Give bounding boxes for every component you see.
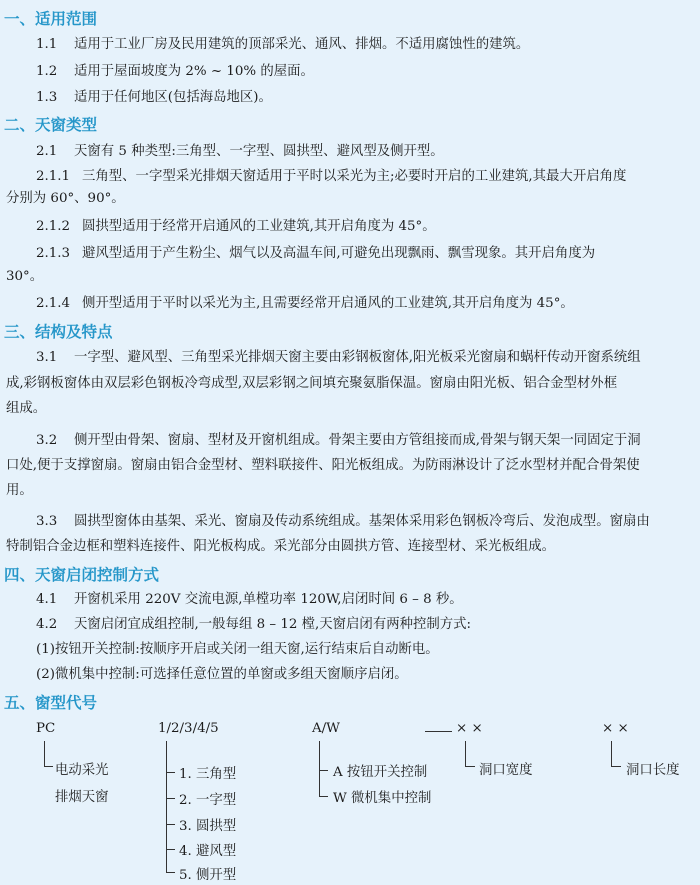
clause-number: 2.1.4 — [36, 296, 71, 311]
clause-text: 侧开型适用于平时以采光为主,且需要经常开启通风的工业建筑,其开启角度为 45°。 — [82, 296, 574, 311]
clause-text: 天窗有 5 种类型:三角型、一字型、圆拱型、避风型及侧开型。 — [74, 144, 444, 159]
types-tick — [166, 798, 175, 799]
control-mode-button: (1)按钮开关控制:按顺序开启或关闭一组天窗,运行结束后自动断电。 — [36, 642, 439, 657]
control-option-w: W 微机集中控制 — [333, 791, 432, 806]
type-item: 1. 三角型 — [179, 767, 237, 782]
control-bracket — [319, 741, 321, 796]
code-width: × × — [456, 721, 483, 736]
clause-3-1-line2: 成,彩钢板窗体由双层彩色钢板冷弯成型,双层彩钢之间填充聚氨脂保温。窗扇由阳光板、铝合金型材外框 — [6, 376, 618, 391]
control-tick — [319, 770, 328, 771]
code-length: × × — [602, 721, 629, 736]
control-mode-computer: (2)微机集中控制:可选择任意位置的单窗或多组天窗顺序启闭。 — [36, 667, 408, 682]
clause-number: 1.3 — [36, 90, 58, 105]
control-option-a: A 按钮开关控制 — [333, 765, 428, 780]
types-tick — [166, 824, 175, 825]
section-heading-model-code: 五、窗型代号 — [4, 694, 98, 712]
code-control: A/W — [312, 721, 340, 736]
length-bracket — [611, 741, 621, 767]
clause-2-1-1 — [36, 166, 626, 188]
code-types: 1/2/3/4/5 — [158, 721, 219, 736]
clause-number: 2.1.3 — [36, 246, 71, 261]
clause-text: 适用于工业厂房及民用建筑的顶部采光、通风、排烟。不适用腐蚀性的建筑。 — [74, 37, 530, 52]
section-heading-scope: 一、适用范围 — [4, 10, 98, 28]
width-bracket — [465, 741, 475, 767]
clause-number: 2.1.2 — [36, 219, 71, 234]
clause-number: 3.3 — [36, 514, 58, 529]
clause-3-2 — [36, 430, 641, 452]
type-item: 3. 圆拱型 — [179, 819, 237, 834]
type-item: 2. 一字型 — [179, 793, 237, 808]
clause-number: 4.2 — [36, 617, 58, 632]
types-bracket — [166, 741, 168, 872]
pc-bracket — [44, 741, 53, 767]
clause-2-1-4 — [36, 293, 574, 315]
clause-1-2 — [36, 61, 314, 83]
clause-number: 3.2 — [36, 433, 58, 448]
clause-3-3-line2: 特制铝合金边框和塑料连接件、阳光板构成。采光部分由圆拱方管、连接型材、采光板组成。 — [6, 539, 556, 554]
clause-3-1 — [36, 347, 641, 369]
types-tick — [166, 772, 175, 773]
clause-text: 圆拱型适用于经常开启通风的工业建筑,其开启角度为 45°。 — [82, 219, 436, 234]
clause-text: 天窗启闭宜成组控制,一般每组 8 – 12 樘,天窗启闭有两种控制方式: — [74, 617, 472, 632]
type-item: 4. 避风型 — [179, 844, 237, 859]
clause-number: 3.1 — [36, 350, 58, 365]
clause-number: 4.1 — [36, 592, 58, 607]
clause-2-1-2 — [36, 216, 436, 238]
clause-3-3 — [36, 511, 650, 533]
clause-3-2-line3: 用。 — [6, 483, 33, 498]
length-desc: 洞口长度 — [626, 763, 680, 778]
clause-1-1 — [36, 34, 529, 56]
clause-3-2-line2: 口处,便于支撑窗扇。窗扇由铝合金型材、塑料联接件、阳光板组成。为防雨淋设计了泛水型材并配合骨架使 — [6, 458, 640, 473]
section-heading-structure: 三、结构及特点 — [4, 323, 113, 341]
clause-text: 侧开型由骨架、窗扇、型材及开窗机组成。骨架主要由方管组接而成,骨架与钢天架一同固定于洞 — [74, 433, 641, 448]
clause-number: 1.1 — [36, 37, 58, 52]
clause-4-2 — [36, 614, 471, 636]
clause-text: 一字型、避风型、三角型采光排烟天窗主要由彩钢板窗体,阳光板采光窗扇和蜗杆传动开窗系统组 — [74, 350, 641, 365]
pc-desc-line2: 排烟天窗 — [55, 790, 109, 805]
section-heading-control: 四、天窗启闭控制方式 — [4, 566, 160, 584]
clause-number: 1.2 — [36, 64, 58, 79]
clause-text: 开窗机采用 220V 交流电源,单樘功率 120W,启闭时间 6 – 8 秒。 — [74, 592, 463, 607]
width-desc: 洞口宽度 — [479, 763, 533, 778]
clause-number: 2.1 — [36, 144, 58, 159]
control-tick — [319, 796, 328, 797]
clause-text: 避风型适用于产生粉尘、烟气以及高温车间,可避免出现飘雨、飘雪现象。其开启角度为 — [82, 246, 596, 261]
clause-4-1 — [36, 589, 463, 611]
clause-text: 圆拱型窗体由基架、采光、窗扇及传动系统组成。基架体采用彩色钢板冷弯后、发泡成型。窗扇由 — [74, 514, 650, 529]
code-dash — [425, 731, 452, 732]
clause-number: 2.1.1 — [36, 169, 71, 184]
clause-2-1-1-cont: 分别为 60°、90°。 — [6, 191, 125, 206]
clause-text: 适用于屋面坡度为 2% ~ 10% 的屋面。 — [74, 64, 314, 79]
clause-3-1-line3: 组成。 — [6, 401, 47, 416]
clause-1-3 — [36, 87, 272, 109]
clause-2-1 — [36, 141, 444, 163]
code-pc: PC — [36, 721, 56, 736]
clause-2-1-3 — [36, 243, 595, 265]
type-item: 5. 侧开型 — [179, 868, 237, 883]
clause-2-1-3-cont: 30°。 — [6, 269, 44, 284]
section-heading-types: 二、天窗类型 — [4, 116, 98, 134]
pc-desc-line1: 电动采光 — [55, 763, 109, 778]
types-tick — [166, 872, 175, 873]
clause-text: 适用于任何地区(包括海岛地区)。 — [74, 90, 272, 105]
types-tick — [166, 849, 175, 850]
clause-text: 三角型、一字型采光排烟天窗适用于平时以采光为主;必要时开启的工业建筑,其最大开启角度 — [82, 169, 627, 184]
